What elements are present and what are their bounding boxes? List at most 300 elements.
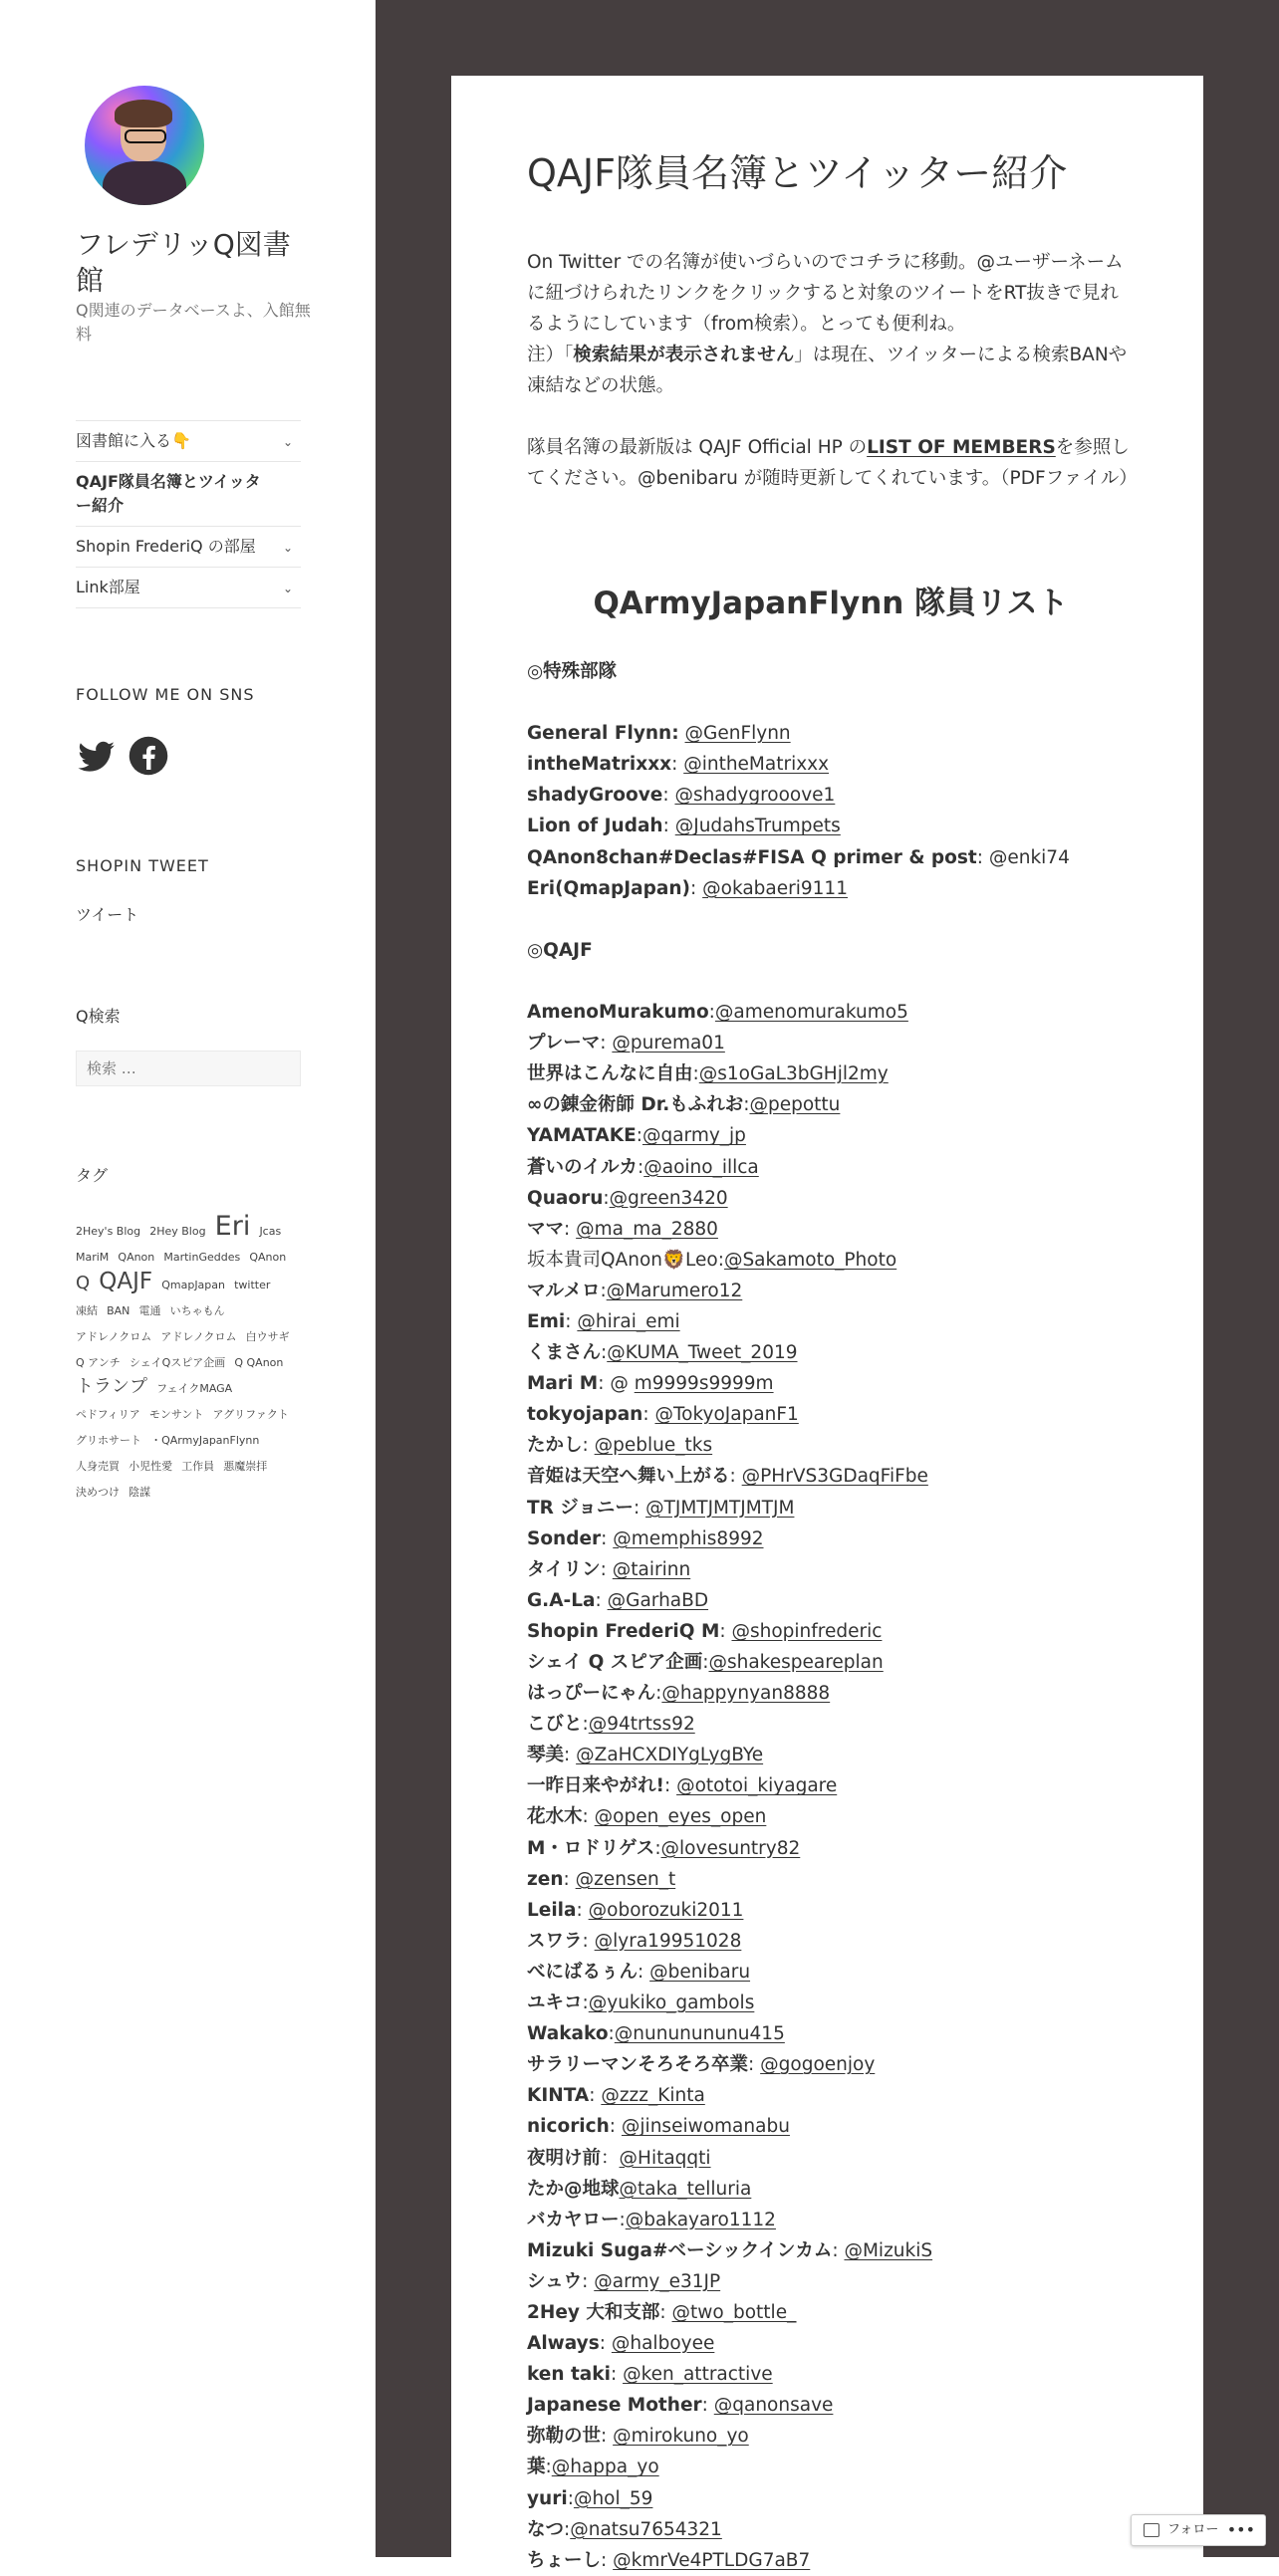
member-name: Mari M <box>527 1373 599 1395</box>
member-row <box>527 2205 1145 2235</box>
member-row <box>527 2080 1145 2111</box>
member-row <box>527 842 1145 873</box>
member-name: 坂本貴司QAnon🦁Leo: <box>527 1249 724 1271</box>
member-row <box>527 873 1145 904</box>
member-separator: : <box>976 846 989 868</box>
member-row <box>527 2266 1145 2297</box>
member-name: マルメロ <box>527 1280 601 1301</box>
member-name: プレーマ <box>527 1033 601 1054</box>
member-separator: : <box>599 2333 612 2355</box>
member-name: なつ <box>527 2518 565 2540</box>
member-row <box>527 1678 1145 1709</box>
member-row <box>527 1089 1145 1120</box>
member-handle-link[interactable]: @shakespeareplan <box>708 1652 884 1673</box>
member-row <box>527 1864 1145 1895</box>
section-heading-text: ◎特殊部隊 <box>527 661 618 682</box>
member-name: Emi <box>527 1310 566 1332</box>
site-avatar[interactable] <box>85 86 204 205</box>
member-name: ユキコ <box>527 1992 583 2014</box>
follow-widget-title: FOLLOW ME ON SNS <box>76 685 255 704</box>
sidebar <box>0 0 376 2557</box>
member-row <box>527 2421 1145 2452</box>
member-name: くまさん <box>527 1342 602 1364</box>
member-handle-link[interactable]: @Hitaqqti <box>619 2147 711 2169</box>
member-name: こびと <box>527 1714 583 1736</box>
member-separator: : <box>690 877 703 899</box>
member-separator: : <box>567 2487 574 2509</box>
member-separator: : <box>743 1094 750 1116</box>
more-icon[interactable]: ••• <box>1226 2520 1255 2539</box>
tag-link[interactable]: Q アンチ <box>76 1356 121 1369</box>
member-separator: : <box>663 1775 677 1797</box>
tag-link[interactable]: 白ウサギ <box>245 1330 290 1343</box>
member-handle-link[interactable]: @s1oGaL3bGHjl2my <box>698 1063 889 1085</box>
member-name: intheMatrixxx <box>527 754 672 776</box>
member-row <box>527 2235 1145 2266</box>
section-heading <box>527 656 1145 687</box>
note-bold: 検索結果が表示されません <box>573 345 795 365</box>
member-name: シェイ Q スピア企画 <box>527 1652 703 1673</box>
member-separator: : <box>662 785 675 807</box>
member-name: たか@地球 <box>527 2178 620 2200</box>
member-row <box>527 1523 1145 1554</box>
member-row <box>527 1616 1145 1647</box>
member-handle-link[interactable]: @army_e31JP <box>594 2270 721 2292</box>
member-name: 弥勒の世 <box>527 2426 602 2448</box>
member-handle-link[interactable]: @mirokuno_yo <box>613 2426 749 2448</box>
member-name: ∞の錬金術師 Dr.もふれお <box>527 1094 744 1116</box>
wordpress-icon <box>1144 2523 1159 2537</box>
tag-link[interactable]: QmapJapan <box>161 1279 225 1291</box>
member-row <box>527 2390 1145 2421</box>
member-name: サラリーマンそろそろ卒業 <box>527 2054 749 2076</box>
member-handle-link[interactable]: @PHrVS3GDaqFiFbe <box>741 1466 928 1488</box>
site-description: Q関連のデータベースよ、入館無料 <box>76 301 311 344</box>
member-name: 夜明け前 <box>527 2147 602 2169</box>
member-row <box>527 749 1145 780</box>
member-separator: : <box>589 2085 602 2107</box>
tag-link[interactable]: グリホサート <box>76 1434 141 1447</box>
main-navigation <box>76 420 301 608</box>
member-name: タイリン <box>527 1558 601 1580</box>
member-separator: : <box>610 2364 624 2386</box>
tag-link[interactable]: 2Hey's Blog <box>76 1225 141 1238</box>
member-name: 葉 <box>527 2457 546 2478</box>
member-name: tokyojapan <box>527 1404 643 1426</box>
member-row <box>527 2328 1145 2359</box>
tag-link[interactable]: アグリファクト <box>212 1408 289 1421</box>
member-separator: : <box>671 754 684 776</box>
member-separator: : <box>582 1930 595 1952</box>
twitter-icon[interactable] <box>76 735 118 777</box>
member-separator: : <box>582 1806 595 1828</box>
member-handle-link[interactable]: @MizukiS <box>844 2239 933 2261</box>
follow-button[interactable] <box>1131 2514 1266 2546</box>
member-name: 2Hey 大和支部 <box>527 2301 660 2323</box>
member-separator: : <box>609 2116 622 2138</box>
page-title: QAJF隊員名簿とツイッター紹介 <box>527 151 1068 195</box>
tag-link[interactable]: Q QAnon <box>234 1356 284 1369</box>
tag-link[interactable]: MartinGeddes <box>163 1251 241 1264</box>
member-row <box>527 1895 1145 1926</box>
member-handle-link[interactable]: @shadygrooove1 <box>674 785 836 807</box>
member-name: KINTA <box>527 2085 590 2107</box>
member-row <box>527 811 1145 841</box>
member-row <box>527 1399 1145 1430</box>
member-separator: : <box>601 2549 614 2571</box>
member-separator: : <box>600 1033 613 1054</box>
member-handle-link[interactable]: @94trtss92 <box>588 1714 695 1736</box>
member-separator: : <box>582 1714 589 1736</box>
member-handle-link[interactable]: @KUMA_Tweet_2019 <box>607 1342 798 1364</box>
member-separator: : <box>633 1497 646 1519</box>
member-handle-link[interactable]: @zzz_Kinta <box>601 2085 705 2107</box>
member-separator: : <box>563 1868 576 1890</box>
nav-item-label: QAJF隊員名簿とツイッター紹介 <box>76 472 261 515</box>
member-separator: : <box>701 2395 714 2417</box>
member-separator: : <box>600 1280 607 1301</box>
tag-link[interactable]: 電通 <box>138 1304 161 1317</box>
member-name: Quaoru <box>527 1187 604 1209</box>
member-separator: : <box>601 1342 608 1364</box>
member-name: M・ロドリゲス <box>527 1837 655 1859</box>
member-handle-link[interactable]: @ken_attractive <box>623 2364 773 2386</box>
member-row <box>527 1368 1145 1399</box>
latest-paragraph: 隊員名簿の最新版は QAJF Official HP のLIST OF MEMBERSを参照してください。@benibaru が随時更新してくれています。（PDFファイル） <box>527 437 1138 489</box>
member-name: 琴美 <box>527 1745 565 1766</box>
member-handle-link[interactable]: @GenFlynn <box>684 723 791 745</box>
member-row <box>527 1493 1145 1523</box>
member-name: Leila <box>527 1899 577 1921</box>
member-separator: : @ <box>598 1373 635 1395</box>
member-separator: : <box>564 1218 577 1240</box>
member-separator: : <box>654 1837 661 1859</box>
member-row <box>527 1120 1145 1151</box>
member-handle-link[interactable]: @yukiko_gambols <box>588 1992 755 2014</box>
member-separator: : <box>832 2239 845 2261</box>
tweet-link[interactable]: ツイート <box>76 905 139 924</box>
member-row <box>527 2452 1145 2482</box>
member-name: G.A-La <box>527 1589 596 1611</box>
tag-link[interactable]: 陰謀 <box>128 1486 151 1499</box>
member-separator: : <box>659 2301 672 2323</box>
member-handle-link[interactable]: @nununununu415 <box>614 2023 785 2045</box>
member-handle-link[interactable]: @TJMTJMTJMTJM <box>645 1497 795 1519</box>
tag-link[interactable]: 人身売買 <box>76 1460 120 1473</box>
member-row <box>527 780 1145 811</box>
member-handle-link[interactable]: @lyra19951028 <box>594 1930 742 1952</box>
member-separator: : <box>582 2270 595 2292</box>
member-row <box>527 1957 1145 1988</box>
member-row <box>527 1028 1145 1058</box>
tag-link[interactable]: 2Hey Blog <box>149 1225 206 1238</box>
tag-cloud <box>76 1211 305 1505</box>
member-row <box>527 1988 1145 2018</box>
member-handle-link[interactable]: @purema01 <box>612 1033 725 1054</box>
member-handle-link[interactable]: @okabaeri9111 <box>702 877 848 899</box>
member-handle-link[interactable]: @happa_yo <box>551 2457 659 2478</box>
member-row <box>527 1276 1145 1306</box>
member-handle: @enki74 <box>988 846 1070 868</box>
member-row <box>527 1770 1145 1801</box>
member-separator: : <box>564 2518 571 2540</box>
tag-link[interactable]: フェイクMAGA <box>156 1382 233 1395</box>
member-row <box>527 1183 1145 1214</box>
blank-line <box>527 904 1145 935</box>
member-name: General Flynn: <box>527 723 679 745</box>
member-handle-link[interactable]: @hol_59 <box>573 2487 653 2509</box>
member-row <box>527 2174 1145 2205</box>
member-row <box>527 2514 1145 2545</box>
list-of-members-link[interactable]: LIST OF MEMBERS <box>867 437 1056 458</box>
member-name: yuri <box>527 2487 568 2509</box>
member-handle-link[interactable]: @shopinfrederic <box>731 1620 883 1642</box>
member-separator: : <box>636 1125 642 1147</box>
member-row <box>527 718 1145 749</box>
tag-link[interactable]: シェイQスピア企画 <box>128 1356 226 1369</box>
tag-link[interactable]: 決めつけ <box>76 1486 120 1499</box>
member-handle-link[interactable]: @taka_telluria <box>619 2178 752 2200</box>
member-handle-link[interactable]: @tairinn <box>612 1558 691 1580</box>
search-input[interactable] <box>76 1051 301 1086</box>
member-row <box>527 1461 1145 1492</box>
nav-item-label: Link部屋 <box>76 578 140 596</box>
member-name: スワラ <box>527 1930 583 1952</box>
member-name: shadyGroove <box>527 785 663 807</box>
member-row <box>527 1740 1145 1770</box>
member-row <box>527 2049 1145 2080</box>
member-handle-link[interactable]: @peblue_tks <box>594 1435 713 1457</box>
follow-button-label: フォロー <box>1167 2522 1219 2537</box>
member-handle-link[interactable]: @intheMatrixxx <box>683 754 830 776</box>
member-row <box>527 1306 1145 1337</box>
member-name: たかし <box>527 1435 583 1457</box>
member-separator: : <box>564 1745 577 1766</box>
member-row <box>527 2359 1145 2390</box>
tag-link[interactable]: 悪魔崇拝 <box>223 1460 268 1473</box>
member-handle-link[interactable]: @TokyoJapanF1 <box>654 1404 799 1426</box>
member-separator: : <box>582 1435 595 1457</box>
member-row <box>527 1214 1145 1245</box>
member-name: べにばるぅん <box>527 1961 639 1983</box>
member-row <box>527 1430 1145 1461</box>
tag-link[interactable]: アドレノクロム <box>76 1330 152 1343</box>
member-name: 花水木 <box>527 1806 583 1828</box>
blank-line <box>527 687 1145 718</box>
member-separator: : <box>545 2457 552 2478</box>
member-row <box>527 2545 1145 2576</box>
tags-widget-title: タグ <box>76 1166 109 1185</box>
member-handle-link[interactable]: @amenomurakumo5 <box>714 1002 908 1024</box>
tag-link[interactable]: 小児性愛 <box>128 1460 173 1473</box>
member-separator: : <box>601 2426 614 2448</box>
tag-link[interactable]: MariM <box>76 1251 110 1264</box>
member-separator: : <box>655 1683 662 1705</box>
member-handle-link[interactable]: @oborozuki2011 <box>588 1899 744 1921</box>
member-separator: : <box>638 1961 650 1983</box>
member-row <box>527 1801 1145 1832</box>
member-separator: : <box>576 1899 589 1921</box>
nav-item-link-room[interactable] <box>76 568 301 608</box>
member-name: zen <box>527 1868 564 1890</box>
member-separator: : <box>619 2209 626 2230</box>
tag-link[interactable]: トランプ <box>76 1376 147 1397</box>
member-row <box>527 1554 1145 1585</box>
tag-link[interactable]: モンサント <box>148 1408 204 1421</box>
member-name: Shopin FrederiQ M <box>527 1620 720 1642</box>
member-name: ちょーし <box>527 2549 602 2571</box>
tag-link[interactable]: Jcas <box>259 1225 282 1238</box>
member-handle-link[interactable]: @benibaru <box>649 1961 751 1983</box>
member-name: QAnon8chan#Declas#FISA Q primer & post <box>527 846 977 868</box>
member-row <box>527 1152 1145 1183</box>
tag-link[interactable]: 工作員 <box>181 1460 215 1473</box>
member-handle-link[interactable]: @natsu7654321 <box>570 2518 722 2540</box>
member-name: はっぴーにゃん <box>527 1683 656 1705</box>
member-name: 世界はこんなに自由 <box>527 1063 693 1085</box>
member-name: Sonder <box>527 1527 602 1549</box>
section-heading-text: ◎QAJF <box>527 939 593 961</box>
member-name: AmenoMurakumo <box>527 1002 709 1024</box>
member-row <box>527 1337 1145 1368</box>
member-row <box>527 2483 1145 2514</box>
member-separator: : <box>708 1002 715 1024</box>
intro-paragraph: On Twitter での名簿が使いづらいのでコチラに移動。@ユーザーネームに紐づけられたリンクをクリックすると対象のツイートをRT抜きで見れるようにしています（from検索）。とっても便利ね。 注）「検索結果が表示されません」は現在、ツイッターによる検索BANや凍結などの状態。 <box>527 252 1128 396</box>
tag-link[interactable]: QAJF <box>99 1269 153 1294</box>
shopin-widget-title: SHOPIN TWEET <box>76 856 209 875</box>
member-separator: : <box>729 1466 742 1488</box>
member-handle-link[interactable]: @two_bottle_ <box>671 2301 797 2323</box>
member-separator: : <box>582 1992 589 2014</box>
member-row <box>527 1585 1145 1616</box>
member-handle-link[interactable]: @lovesuntry82 <box>660 1837 801 1859</box>
member-separator: : <box>642 1404 655 1426</box>
nav-item-label: 図書館に入る👇 <box>76 431 191 450</box>
member-handle-link[interactable]: @memphis8992 <box>613 1527 764 1549</box>
chevron-down-icon[interactable]: ⌄ <box>282 435 293 449</box>
member-name: Always <box>527 2333 600 2355</box>
tag-link[interactable]: QAnon <box>249 1251 287 1264</box>
member-name: nicorich <box>527 2116 610 2138</box>
tag-link[interactable]: Q <box>76 1273 91 1293</box>
member-handle-link[interactable]: @kmrVe4PTLDG7aB7 <box>613 2549 811 2571</box>
member-row <box>527 1058 1145 1089</box>
member-handle-link[interactable]: @ma_ma_2880 <box>576 1218 718 1240</box>
member-name: 蒼いのイルカ <box>527 1156 639 1178</box>
nav-item-member-list[interactable] <box>76 462 301 527</box>
member-row <box>527 1926 1145 1957</box>
member-handle-link[interactable]: @open_eyes_open <box>594 1806 767 1828</box>
tag-link[interactable]: BAN <box>107 1304 130 1317</box>
member-handle-link[interactable]: @Sakamoto_Photo <box>723 1249 897 1271</box>
member-separator: : <box>748 2054 761 2076</box>
member-handle-link[interactable]: @aoino_illca <box>643 1156 759 1178</box>
member-separator: : <box>595 1589 608 1611</box>
member-name: シュウ <box>527 2270 583 2292</box>
tag-link[interactable]: ペドフィリア <box>76 1408 140 1421</box>
member-row <box>527 997 1145 1028</box>
member-handle-link[interactable]: @ototoi_kiyagare <box>676 1775 838 1797</box>
member-handle-link[interactable]: @zensen_t <box>575 1868 676 1890</box>
tag-link[interactable]: いちゃもん <box>169 1304 225 1317</box>
member-handle-link[interactable]: @gogoenjoy <box>760 2054 876 2076</box>
member-handle-link[interactable]: @halboyee <box>611 2333 715 2355</box>
member-handle-link[interactable]: @qanonsave <box>713 2395 834 2417</box>
member-row <box>527 1709 1145 1740</box>
member-name: YAMATAKE <box>527 1125 637 1147</box>
member-name: ママ <box>527 1218 565 1240</box>
member-name: Mizuki Suga#ベーシックインカム <box>527 2239 833 2261</box>
member-separator: : <box>638 1156 644 1178</box>
member-handle-link[interactable]: @Marumero12 <box>606 1280 743 1301</box>
member-handle-link[interactable]: @pepottu <box>749 1094 841 1116</box>
member-name: 一昨日来やがれ! <box>527 1775 664 1797</box>
member-separator: : <box>565 1310 578 1332</box>
chevron-down-icon[interactable]: ⌄ <box>282 582 293 595</box>
tag-link[interactable]: QAnon <box>118 1251 155 1264</box>
member-name: バカヤロー <box>527 2209 620 2230</box>
member-handle-link[interactable]: @JudahsTrumpets <box>674 816 841 837</box>
member-handle-link[interactable]: @hirai_emi <box>577 1310 680 1332</box>
member-handle-link[interactable]: @GarhaBD <box>607 1589 709 1611</box>
site-title[interactable]: フレデリッQ図書館 <box>76 228 291 297</box>
tag-link[interactable]: ・QArmyJapanFlynn <box>150 1434 260 1447</box>
member-name: 音姫は天空へ舞い上がる <box>527 1466 730 1488</box>
member-handle-link[interactable]: @bakayaro1112 <box>625 2209 776 2230</box>
member-name: Japanese Mother <box>527 2395 702 2417</box>
tag-link[interactable]: twitter <box>234 1279 271 1291</box>
member-handle-link[interactable]: @qarmy_jp <box>641 1125 746 1147</box>
member-handle-link[interactable]: @jinseiwomanabu <box>621 2116 790 2138</box>
member-name: ken taki <box>527 2364 611 2386</box>
member-row <box>527 1833 1145 1864</box>
member-row <box>527 2018 1145 2049</box>
member-handle-link[interactable]: @happynyan8888 <box>661 1683 831 1705</box>
member-separator: : <box>662 816 675 837</box>
nav-item-shopin-room[interactable] <box>76 527 301 568</box>
member-handle-link[interactable]: @ZaHCXDIYgLygBYe <box>576 1745 764 1766</box>
section-heading <box>527 935 1145 966</box>
member-row <box>527 2111 1145 2142</box>
member-handle-link[interactable]: @green3420 <box>609 1187 728 1209</box>
member-separator: : <box>600 1558 613 1580</box>
nav-item-library[interactable] <box>76 421 301 462</box>
chevron-down-icon[interactable]: ⌄ <box>282 541 293 555</box>
member-name: Wakako <box>527 2023 609 2045</box>
facebook-icon[interactable] <box>128 735 169 777</box>
member-name: Lion of Judah <box>527 816 663 837</box>
member-separator: : <box>719 1620 732 1642</box>
tag-link[interactable]: Eri <box>214 1211 251 1242</box>
member-separator: : <box>692 1063 699 1085</box>
member-separator: : <box>608 2023 615 2045</box>
blank-line <box>527 966 1145 997</box>
member-handle-link[interactable]: m9999s9999m <box>634 1373 774 1395</box>
member-name: TR ジョニー <box>527 1497 634 1519</box>
member-row <box>527 1647 1145 1678</box>
tag-link[interactable]: アドレノクロム <box>160 1330 237 1343</box>
list-title: QArmyJapanFlynn 隊員リスト <box>593 585 1069 621</box>
member-row <box>527 1245 1145 1276</box>
tag-link[interactable]: 凍結 <box>76 1304 98 1317</box>
member-separator: : <box>702 1652 709 1673</box>
member-name: Eri(QmapJapan) <box>527 877 691 899</box>
member-row <box>527 2297 1145 2328</box>
nav-item-label: Shopin FrederiQ の部屋 <box>76 537 256 556</box>
member-separator: : <box>603 1187 610 1209</box>
member-separator: ： <box>601 2147 620 2169</box>
member-separator: : <box>601 1527 614 1549</box>
